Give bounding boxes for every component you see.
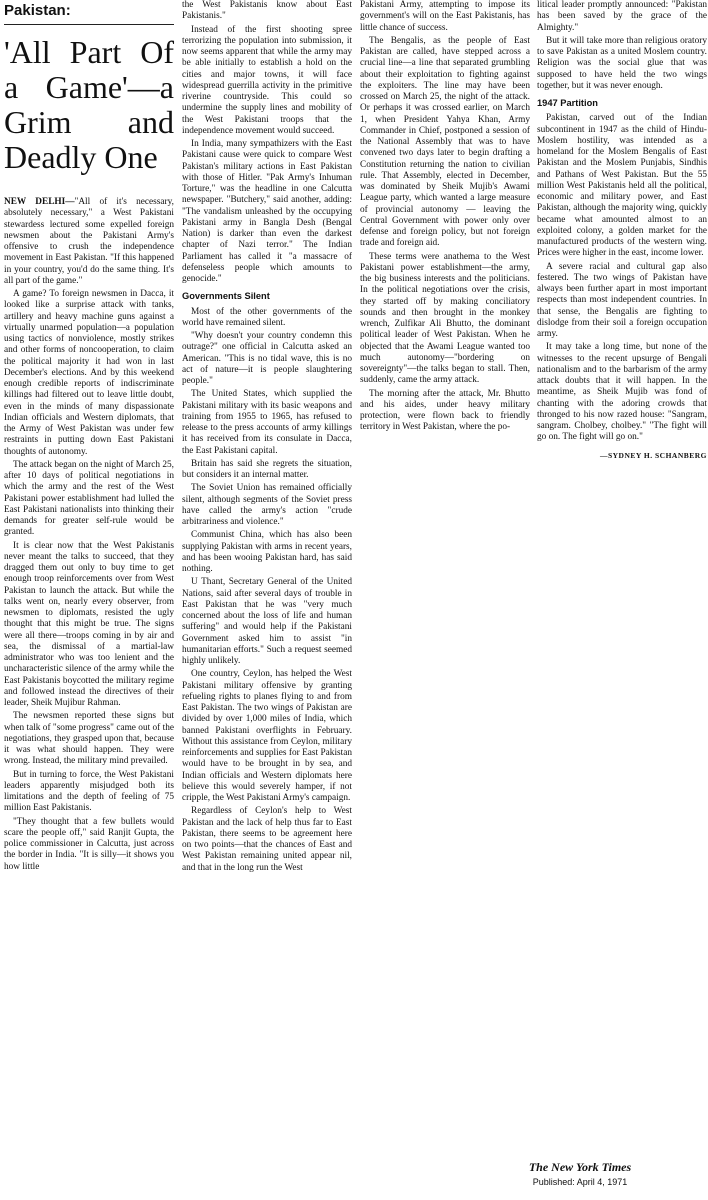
- publication-footer: [470, 1160, 690, 1187]
- column-4: [537, 0, 707, 461]
- paragraph: The attack began on the night of March 25, after 10 days of political negotiations in which the army and the rest of the West Pakistani power establishment had lulled the East Pakistani nationalists into thinking their demands for greater self-rule would be granted.: [4, 459, 174, 538]
- paragraph: But it will take more than religious oratory to save Pakistan as a united Moslem country. Religion was the social glue that was supposed to have held the two wings together, but it was never enough.: [537, 35, 707, 91]
- masthead-logo: The New York Times: [528, 1160, 632, 1174]
- paragraph: The morning after the attack, Mr. Bhutto and his aides, under heavy military protection, were flown back to friendly territory in West Pakistan, where the po-: [360, 388, 530, 433]
- byline-signoff: —SYDNEY H. SCHANBERG: [599, 450, 707, 460]
- paragraph: A game? To foreign newsmen in Dacca, it looked like a surprise attack with tanks, artillery and heavy machine guns against a virtually unarmed population—a population using tactics of nonviolence, mostly strikes and other forms of noncooperation, to claim the political majority it had won in last December's elections. And by this weekend enough credible reports of indiscriminate killings had filtered out to leave little doubt, even in the minds of many dispassionate Indian officials and Western diplomats, that the Army of West Pakistan was under few restraints in putting down East Pakistani thoughts of autonomy.: [4, 289, 174, 457]
- paragraph: The United States, which supplied the Pakistani military with its basic weapons and training from 1955 to 1965, has refused to release to the press accounts of army killings it has received from its consulate in Dacca, the East Pakistani capital.: [182, 389, 352, 456]
- publication-date: Published: April 4, 1971: [532, 1177, 628, 1187]
- column-3: [360, 0, 530, 436]
- paragraph: These terms were anathema to the West Pakistani power establishment—the army, the big business interests and the politicians. In the political negotiations over the crisis, they started off by making conciliatory sounds and then brought in the monkey wrench, Zulfikar Ali Bhutto, the dominant political leader of West Pakistan. When he objected that the Awami League wanted too much autonomy—"bordering on sovereignty"—the talks began to stall. Then, suddenly, came the army attack.: [360, 251, 530, 386]
- kicker-rule: [4, 24, 174, 25]
- paragraph: Britain has said she regrets the situation, but considers it an internal matter.: [182, 458, 352, 480]
- paragraph: But in turning to force, the West Pakistani leaders apparently misjudged both its limitations and the depth of feeling of 75 million East Pakistanis.: [4, 769, 174, 814]
- paragraph: Pakistan, carved out of the Indian subcontinent in 1947 as the child of Hindu-Moslem hostility, was intended as a homeland for the Moslem Bengalis of East Pakistan and the Moslem Punjabis, Sindhis and Pathans of West Pakistan. But the 55 million West Pakistanis held all the political, economic and military power, and East Pakistan, although the majority wing, quickly became what amounted almost to an exploited colony, a golden market for the manufactured products of the western wing. Prices were higher in the east, income lower.: [537, 113, 707, 259]
- paragraph: "Why doesn't your country condemn this outrage?" one official in Calcutta asked an American. "This is no tidal wave, this is no act of nature—it is people slaughtering people.": [182, 331, 352, 386]
- paragraph: The newsmen reported these signs but when talk of "some progress" came out of the negotiations, they grasped upon that, because it was what should happen. They were wrong. Instead, the military mind prevailed.: [4, 711, 174, 767]
- section-kicker: Pakistan:: [4, 2, 71, 19]
- paragraph: In India, many sympathizers with the East Pakistani cause were quick to compare West Pakistan's military actions in East Pakistan with those of Hitler. "Pak Army's Inhuman Torture," was the headline in one Calcutta newspaper. "Butchery," said another, adding: "The vandalism unleashed by the occupying Pakistani army in Bangla Desh (Bengal Nation) is darker than even the darkest chapter of Nazi terror." The Indian Parliament has called it "a massacre of defenseless people which amounts to genocide.": [182, 139, 352, 284]
- paragraph: Pakistani Army, attempting to impose its government's will on the East Pakistanis, has little chance of success.: [360, 0, 530, 33]
- subhead-1947-partition: 1947 Partition: [537, 98, 598, 108]
- subhead-governments-silent: Governments Silent: [182, 291, 270, 302]
- paragraph: It is clear now that the West Pakistanis never meant the talks to succeed, that they dragged them out only to buy time to get enough troop reinforcements over from West Pakistan to launch the attack. But while the talks went on, nearly every observer, from newsmen to diplomats, resisted the ugly thought that this might be true. The signs were all there—troops coming in by air and sea, the dismissal of a martial-law administrator who was too lenient and the uncharacteristic silence of the army while the East Pakistanis boycotted the military regime and followed instead the directives of their leader, Sheik Mujibur Rahman.: [4, 540, 174, 708]
- paragraph-text: "All of it's necessary, absolutely necessary," a West Pakistani stewardess lectured some expelled foreign newsmen about the Pakistani Army's offensive to crush the independence movement in East Pakistan. "If this happened in your country, you'd do the same thing. It's all part of the game.": [4, 197, 174, 286]
- dateline: NEW DELHI—: [4, 197, 75, 207]
- paragraph: the West Pakistanis know about East Pakistanis.": [182, 0, 352, 22]
- column-2: [182, 0, 352, 876]
- paragraph: litical leader promptly announced: "Pakistan has been saved by the grace of the Almighty.": [537, 0, 707, 33]
- paragraph: It may take a long time, but none of the witnesses to the recent upsurge of Bengali nationalism and to the barbarism of the army attack doubts that it will happen. In the meantime, as Sheik Mujib was fond of chanting with the adoring crowds that thronged to his now razed house: "Sangram, sangram. Cholbey, cholbey." "The fight will go on. The fight will go on.": [537, 342, 707, 443]
- paragraph: One country, Ceylon, has helped the West Pakistani military offensive by granting refueling rights to planes flying to and from East Pakistan. The two wings of Pakistan are divided by over 1,000 miles of India, which banned Pakistani overflights in February. Without this assistance from Ceylon, military reinforcements and supplies for East Pakistan would have to be brought in by sea, and Indian officials and Western diplomats here believe this would severely hamper, if not cripple, the West Pakistani Army's campaign.: [182, 669, 352, 803]
- paragraph: "They thought that a few bullets would scare the people off," said Ranjit Gupta, the police commissioner in Calcutta, just across the border in India. "It is silly—it shows you how little: [4, 816, 174, 872]
- paragraph: The Bengalis, as the people of East Pakistan are called, have stepped across a crucial line—a line that separated grumbling about their exploitation to fighting against the exploiters. The line may have been crossed on March 25, the night of the attack. Or perhaps it was crossed earlier, on March 1, when President Yahya Khan, Army Commander in Chief, postponed a session of the National Assembly that was to have convened two days later to begin drafting a Constitution returning the nation to civilian rule. That Assembly, elected in December, was dominated by Sheik Mujib's Awami League party, which wanted a large measure of provincial autonomy — leaving the Central Government with power only over defense and foreign policy, but not foreign trade and foreign aid.: [360, 35, 530, 249]
- paragraph: A severe racial and cultural gap also festered. The two wings of Pakistan have always been further apart in most important respects than most independent countries. In that sense, the Bengalis are fighting to dislodge from their soil a foreign occupation army.: [537, 261, 707, 339]
- lead-paragraph: [4, 197, 174, 287]
- column-1: [4, 0, 174, 875]
- paragraph: U Thant, Secretary General of the United Nations, said after several days of trouble in East Pakistan that he was "very much concerned about the loss of life and human suffering" and would help if the Pakistani Government asked him to assist "in humanitarian efforts." Such a request seemed highly unlikely.: [182, 577, 352, 666]
- headline: 'All Part Of a Game'—a Grim and Deadly One: [4, 34, 174, 175]
- paragraph: Most of the other governments of the world have remained silent.: [182, 306, 352, 328]
- paragraph: Communist China, which has also been supplying Pakistan with arms in recent years, and has been wooing Pakistan hard, has said nothing.: [182, 530, 352, 574]
- paragraph: The Soviet Union has remained officially silent, although segments of the Soviet press have called the army's action "crude arbitrariness and violence.": [182, 483, 352, 527]
- paragraph: Instead of the first shooting spree terrorizing the population into submission, it now seems apparent that while the army may be able initially to establish a hold on the cities and major towns, it will face widespread guerrilla activity in the primitive riverine countryside. This could so undermine the supply lines and mobility of the West Pakistani troops that the independence movement would succeed.: [182, 24, 352, 136]
- paragraph: Regardless of Ceylon's help to West Pakistan and the lack of help thus far to East Pakistan, there seems to be agreement here on two points—that the chances of East and West Pakistan remaining united appear nil, and that in the long run the West: [182, 806, 352, 873]
